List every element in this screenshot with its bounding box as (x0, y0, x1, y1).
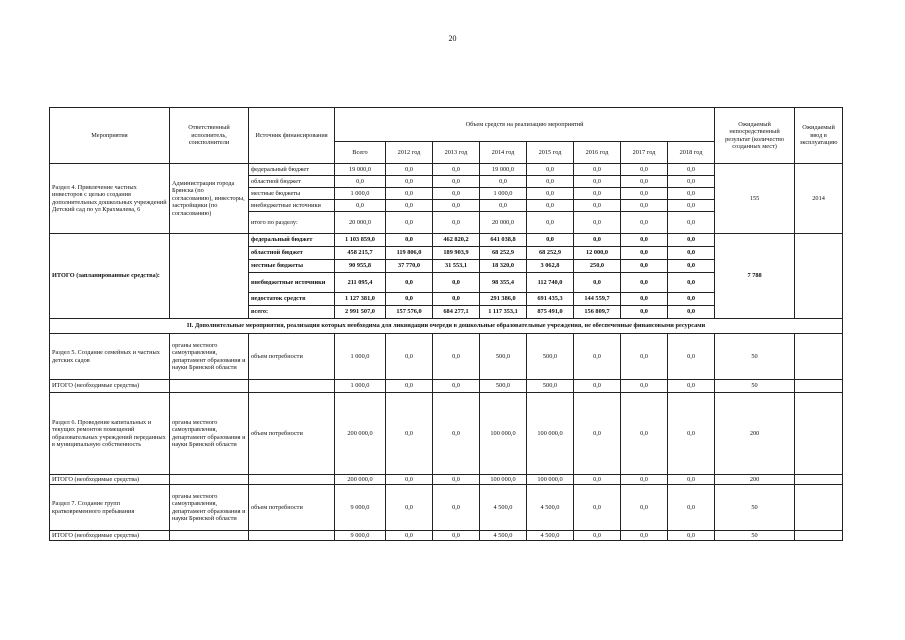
value-cell: 0,0 (574, 200, 621, 212)
value-cell: 0,0 (386, 188, 433, 200)
value-cell: 0,0 (433, 200, 480, 212)
value-cell: 0,0 (621, 164, 668, 176)
value-cell: 0,0 (668, 380, 715, 393)
section5-commissioning (795, 334, 843, 380)
value-cell: 0,0 (527, 176, 574, 188)
value-cell: 211 095,4 (335, 273, 386, 293)
section7-itogo-row (50, 531, 843, 541)
value-cell: 0,0 (668, 176, 715, 188)
section6-result: 200 (715, 393, 795, 475)
value-cell: 0,0 (621, 200, 668, 212)
source-cell: внебюджетные источники (249, 200, 335, 212)
value-cell: 100 000,0 (480, 393, 527, 475)
value-cell: 0,0 (433, 485, 480, 531)
source-cell: местные бюджеты (249, 188, 335, 200)
value-cell: 0,0 (433, 531, 480, 541)
section6-itogo-row (50, 475, 843, 485)
header-year: 2015 год (527, 142, 574, 164)
value-cell: 0,0 (480, 200, 527, 212)
value-cell: 0,0 (574, 531, 621, 541)
value-cell: 500,0 (480, 334, 527, 380)
source-cell: федеральный бюджет (249, 164, 335, 176)
source-cell: объем потребности (249, 393, 335, 475)
section-ii-title: II. Дополнительные мероприятия, реализация которых необходима для ликвидации очереди в дошкольные образовательные учреждения, не обеспеченные финансовыми ресурсами (50, 319, 843, 334)
value-cell: 37 770,0 (386, 260, 433, 273)
header-event: Мероприятия (50, 108, 170, 164)
value-cell: 20 000,0 (335, 212, 386, 234)
value-cell: 19 000,0 (480, 164, 527, 176)
value-cell: 18 320,0 (480, 260, 527, 273)
value-cell: 1 103 859,0 (335, 234, 386, 247)
value-cell: 0,0 (574, 164, 621, 176)
section7-title: Раздел 7. Создание групп кратковременного пребывания (50, 485, 170, 531)
value-cell: 100 000,0 (527, 475, 574, 485)
value-cell: 875 491,0 (527, 306, 574, 319)
value-cell: 0,0 (574, 485, 621, 531)
value-cell: 0,0 (574, 188, 621, 200)
itogo-executor (170, 475, 249, 485)
value-cell: 20 000,0 (480, 212, 527, 234)
value-cell: 0,0 (621, 306, 668, 319)
value-cell: 0,0 (668, 260, 715, 273)
value-cell: 112 740,0 (527, 273, 574, 293)
source-cell: областной бюджет (249, 247, 335, 260)
value-cell: 98 355,4 (480, 273, 527, 293)
itogo-planned-title: ИТОГО (запланированные средства): (50, 234, 170, 319)
value-cell: 0,0 (668, 485, 715, 531)
header-row-1 (50, 108, 843, 142)
value-cell: 0,0 (433, 380, 480, 393)
itogo-label: ИТОГО (необходимые средства) (50, 380, 170, 393)
value-cell: 0,0 (574, 380, 621, 393)
itogo-executor (170, 380, 249, 393)
value-cell: 4 500,0 (480, 531, 527, 541)
value-cell: 144 559,7 (574, 293, 621, 306)
source-cell: местные бюджеты (249, 260, 335, 273)
value-cell: 0,0 (668, 393, 715, 475)
header-source: Источник финансирования (249, 108, 335, 164)
value-cell: 500,0 (480, 380, 527, 393)
value-cell: 0,0 (668, 531, 715, 541)
value-cell: 0,0 (574, 273, 621, 293)
source-cell: недостаток средств (249, 293, 335, 306)
value-cell: 189 903,9 (433, 247, 480, 260)
value-cell: 0,0 (574, 212, 621, 234)
value-cell: 0,0 (527, 234, 574, 247)
value-cell: 0,0 (574, 234, 621, 247)
value-cell: 0,0 (386, 334, 433, 380)
value-cell: 0,0 (621, 234, 668, 247)
value-cell: 0,0 (386, 212, 433, 234)
value-cell: 0,0 (621, 247, 668, 260)
value-cell: 0,0 (621, 485, 668, 531)
itogo-planned-row (50, 234, 843, 247)
value-cell: 0,0 (668, 293, 715, 306)
section4-row (50, 164, 843, 176)
section7-commissioning (795, 485, 843, 531)
value-cell: 0,0 (668, 475, 715, 485)
value-cell: 200 000,0 (335, 475, 386, 485)
itogo-source (249, 475, 335, 485)
itogo-result: 200 (715, 475, 795, 485)
value-cell: 0,0 (433, 164, 480, 176)
value-cell: 0,0 (386, 485, 433, 531)
value-cell: 0,0 (386, 393, 433, 475)
source-cell: объем потребности (249, 485, 335, 531)
value-cell: 1 000,0 (335, 188, 386, 200)
value-cell: 0,0 (527, 200, 574, 212)
value-cell: 684 277,1 (433, 306, 480, 319)
value-cell: 291 386,0 (480, 293, 527, 306)
value-cell: 119 806,0 (386, 247, 433, 260)
value-cell: 0,0 (386, 475, 433, 485)
value-cell: 4 500,0 (527, 531, 574, 541)
value-cell: 1 127 381,0 (335, 293, 386, 306)
value-cell: 4 500,0 (527, 485, 574, 531)
section4-result: 155 (715, 164, 795, 234)
value-cell: 0,0 (621, 212, 668, 234)
section5-title: Раздел 5. Создание семейных и частных детских садов (50, 334, 170, 380)
value-cell: 0,0 (668, 247, 715, 260)
itogo-label: ИТОГО (необходимые средства) (50, 531, 170, 541)
value-cell: 0,0 (668, 212, 715, 234)
value-cell: 0,0 (621, 188, 668, 200)
page-number: 20 (448, 34, 457, 43)
value-cell: 68 252,9 (480, 247, 527, 260)
value-cell: 9 000,0 (335, 531, 386, 541)
itogo-source (249, 380, 335, 393)
itogo-executor (170, 531, 249, 541)
value-cell: 250,0 (574, 260, 621, 273)
itogo-commissioning (795, 475, 843, 485)
value-cell: 0,0 (668, 273, 715, 293)
value-cell: 0,0 (527, 212, 574, 234)
value-cell: 691 435,3 (527, 293, 574, 306)
value-cell: 19 000,0 (335, 164, 386, 176)
value-cell: 0,0 (621, 531, 668, 541)
value-cell: 0,0 (668, 334, 715, 380)
value-cell: 0,0 (386, 176, 433, 188)
value-cell: 0,0 (480, 176, 527, 188)
value-cell: 0,0 (433, 475, 480, 485)
itogo-planned-commissioning (795, 234, 843, 319)
section6-row (50, 393, 843, 475)
section5-row (50, 334, 843, 380)
itogo-planned-result: 7 788 (715, 234, 795, 319)
value-cell: 68 252,9 (527, 247, 574, 260)
section6-commissioning (795, 393, 843, 475)
itogo-result: 50 (715, 531, 795, 541)
value-cell: 0,0 (386, 380, 433, 393)
funding-table (49, 107, 843, 541)
value-cell: 0,0 (527, 164, 574, 176)
value-cell: 462 820,2 (433, 234, 480, 247)
value-cell: 0,0 (386, 200, 433, 212)
value-cell: 0,0 (335, 200, 386, 212)
header-year: 2018 год (668, 142, 715, 164)
value-cell: 156 809,7 (574, 306, 621, 319)
value-cell: 0,0 (433, 393, 480, 475)
itogo-commissioning (795, 380, 843, 393)
header-year: 2016 год (574, 142, 621, 164)
value-cell: 0,0 (386, 531, 433, 541)
section7-result: 50 (715, 485, 795, 531)
source-cell: внебюджетные источники (249, 273, 335, 293)
value-cell: 0,0 (386, 164, 433, 176)
itogo-source (249, 531, 335, 541)
header-result: Ожидаемый непосредственный результат (количество созданных мест) (715, 108, 795, 164)
header-volume: Объем средств на реализацию мероприятий (335, 108, 715, 142)
value-cell: 0,0 (335, 176, 386, 188)
value-cell: 0,0 (621, 334, 668, 380)
header-year: 2012 год (386, 142, 433, 164)
header-total: Всего (335, 142, 386, 164)
value-cell: 0,0 (433, 188, 480, 200)
value-cell: 0,0 (668, 234, 715, 247)
value-cell: 500,0 (527, 380, 574, 393)
section6-title: Раздел 6. Проведение капитальных и текущих ремонтов помещений образовательных учреждений переданных в муниципальную собственность (50, 393, 170, 475)
value-cell: 100 000,0 (480, 475, 527, 485)
value-cell: 1 000,0 (480, 188, 527, 200)
value-cell: 0,0 (433, 273, 480, 293)
value-cell: 31 553,1 (433, 260, 480, 273)
source-cell: итого по разделу: (249, 212, 335, 234)
value-cell: 9 000,0 (335, 485, 386, 531)
value-cell: 0,0 (386, 273, 433, 293)
value-cell: 0,0 (386, 293, 433, 306)
value-cell: 641 038,8 (480, 234, 527, 247)
value-cell: 0,0 (668, 200, 715, 212)
section5-result: 50 (715, 334, 795, 380)
value-cell: 0,0 (386, 234, 433, 247)
value-cell: 12 000,0 (574, 247, 621, 260)
value-cell: 0,0 (621, 260, 668, 273)
value-cell: 0,0 (621, 273, 668, 293)
section6-executor: органы местного самоуправления, департамент образования и науки Брянской области (170, 393, 249, 475)
source-cell: всего: (249, 306, 335, 319)
value-cell: 0,0 (621, 380, 668, 393)
value-cell: 0,0 (621, 176, 668, 188)
section4-commissioning: 2014 (795, 164, 843, 234)
value-cell: 3 062,8 (527, 260, 574, 273)
itogo-label: ИТОГО (необходимые средства) (50, 475, 170, 485)
source-cell: объем потребности (249, 334, 335, 380)
value-cell: 0,0 (574, 176, 621, 188)
itogo-commissioning (795, 531, 843, 541)
section-ii-row (50, 319, 843, 334)
value-cell: 0,0 (574, 475, 621, 485)
value-cell: 0,0 (574, 393, 621, 475)
value-cell: 0,0 (433, 334, 480, 380)
section4-title: Раздел 4. Привлечение частных инвесторов с целью создания дополнительных дошкольных учреждений Детский сад по ул Крахмалева, 6 (50, 164, 170, 234)
header-commissioning: Ожидаемый ввод в эксплуатацию (795, 108, 843, 164)
header-year: 2013 год (433, 142, 480, 164)
section7-executor: органы местного самоуправления, департамент образования и науки Брянской области (170, 485, 249, 531)
value-cell: 1 000,0 (335, 334, 386, 380)
value-cell: 100 000,0 (527, 393, 574, 475)
header-executor: Ответственный исполнитель, соисполнители (170, 108, 249, 164)
value-cell: 90 955,8 (335, 260, 386, 273)
value-cell: 0,0 (621, 393, 668, 475)
value-cell: 200 000,0 (335, 393, 386, 475)
value-cell: 458 215,7 (335, 247, 386, 260)
section4-executor: Администрация города Брянска (по согласованию), инвесторы, застройщики (по согласованию) (170, 164, 249, 234)
value-cell: 0,0 (668, 188, 715, 200)
value-cell: 0,0 (668, 306, 715, 319)
value-cell: 0,0 (433, 176, 480, 188)
section7-row (50, 485, 843, 531)
value-cell: 0,0 (621, 475, 668, 485)
value-cell: 2 991 507,0 (335, 306, 386, 319)
header-year: 2014 год (480, 142, 527, 164)
value-cell: 0,0 (433, 212, 480, 234)
itogo-planned-executor (170, 234, 249, 319)
value-cell: 4 500,0 (480, 485, 527, 531)
section5-itogo-row (50, 380, 843, 393)
itogo-result: 50 (715, 380, 795, 393)
value-cell: 1 000,0 (335, 380, 386, 393)
section5-executor: органы местного самоуправления, департамент образования и науки Брянской области (170, 334, 249, 380)
value-cell: 0,0 (433, 293, 480, 306)
value-cell: 0,0 (621, 293, 668, 306)
value-cell: 0,0 (574, 334, 621, 380)
value-cell: 0,0 (527, 188, 574, 200)
header-year: 2017 год (621, 142, 668, 164)
source-cell: областной бюджет (249, 176, 335, 188)
value-cell: 157 576,0 (386, 306, 433, 319)
value-cell: 500,0 (527, 334, 574, 380)
value-cell: 1 117 353,1 (480, 306, 527, 319)
value-cell: 0,0 (668, 164, 715, 176)
source-cell: федеральный бюджет (249, 234, 335, 247)
